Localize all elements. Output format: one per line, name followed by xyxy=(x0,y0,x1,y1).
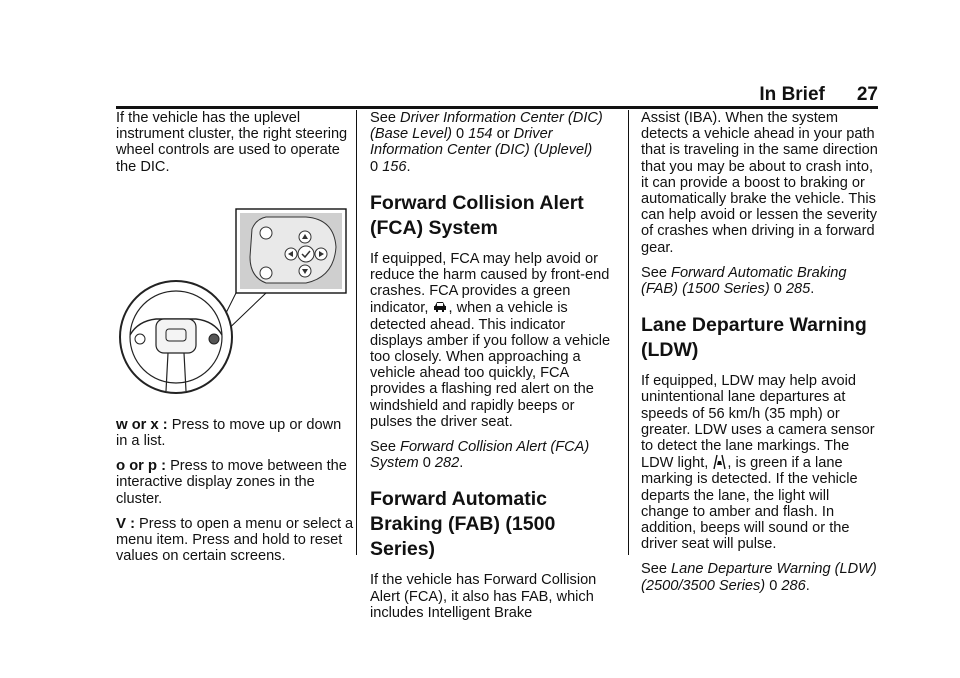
ldw-see-reference: See Lane Departure Warning (LDW) (2500/3500 Series) 0 286. xyxy=(641,561,877,594)
fca-paragraph: If equipped, FCA may help avoid or reduce the harm caused by front-end crashes. FCA provides a green indicator, , when a vehicle is detected ahead. This indicator displays amber if you follow a vehicle too closely. When approaching a vehicle ahead too quickly, FCA provides a flashing red alert on the windshield and rapidly beeps or pulses the driver seat. xyxy=(370,250,611,430)
left-arrow-icon: o xyxy=(116,457,126,475)
up-arrow-icon: w xyxy=(116,415,128,433)
column-divider-2 xyxy=(628,110,629,555)
fca-see-reference: See Forward Collision Alert (FCA) System 0 282. xyxy=(370,439,590,472)
heading-fab: Forward Automatic Braking (FAB) (1500 Series) xyxy=(370,488,556,561)
page-header xyxy=(116,80,878,106)
heading-fca: Forward Collision Alert (FCA) System xyxy=(370,191,584,239)
down-arrow-icon: x xyxy=(150,415,159,433)
dic-intro: If the vehicle has the uplevel instrument cluster, the right steering wheel controls are used to operate the DIC. xyxy=(116,110,348,175)
column-divider-1 xyxy=(356,110,357,555)
dic-see-reference: See Driver Information Center (DIC) (Base Level) 0 154 or Driver Information Center (DIC) (Uplevel) 0 156. xyxy=(370,110,603,175)
column-1 xyxy=(116,110,356,573)
column-3 xyxy=(641,110,881,603)
xref-ldw[interactable]: Lane Departure Warning (LDW) (2500/3500 Series) xyxy=(641,561,877,594)
phone-button-icon xyxy=(260,267,272,279)
xref-symbol: 0 xyxy=(773,281,782,298)
xref-symbol: 0 xyxy=(769,577,778,594)
fab-paragraph-continued: Assist (IBA). When the system detects a vehicle ahead in your path that is traveling in the same direction that you may be about to crash into, it can provide a boost to braking or automatically brake the vehicle. This can help avoid or lessen the severity of crashes when driving in a forward gear. xyxy=(641,110,878,256)
right-arrow-icon: p xyxy=(147,457,158,475)
xref-dic-base[interactable]: Driver Information Center (DIC) (Base Level) xyxy=(370,110,603,143)
steering-wheel-controls-figure xyxy=(116,207,348,397)
check-icon: V xyxy=(116,514,127,532)
section-title: In Brief xyxy=(759,84,825,105)
ldw-paragraph: If equipped, LDW may help avoid unintentional lane departures at speeds of 56 km/h (35 mph) or greater. LDW uses a camera sensor to detect the lane markings. The LDW light, , is green if a lane marking is detected. If the vehicle departs the lane, the light will change to amber and flash. In addition, beeps will sound or the driver seat will pulse. xyxy=(641,373,875,553)
voice-button-icon xyxy=(260,227,272,239)
dic-item-left-right: o or p : Press to move between the interactive display zones in the cluster. xyxy=(116,457,347,507)
xref-dic-uplevel[interactable]: Driver Information Center (DIC) (Uplevel) xyxy=(370,126,593,159)
dic-item-up-down: w or x : Press to move up or down in a list. xyxy=(116,415,342,450)
fab-paragraph: If the vehicle has Forward Collision Alert (FCA), it also has FAB, which includes Intelligent Brake xyxy=(370,572,597,621)
xref-fab[interactable]: Forward Automatic Braking (FAB) (1500 Series) xyxy=(641,264,847,298)
column-2 xyxy=(370,110,615,630)
xref-symbol: 0 xyxy=(456,126,465,143)
vehicle-ahead-icon xyxy=(432,299,448,315)
wheel-hub xyxy=(156,319,196,353)
lane-departure-icon xyxy=(712,454,727,470)
select-check-icon xyxy=(298,246,314,262)
heading-ldw: Lane Departure Warning (LDW) xyxy=(641,314,867,362)
xref-symbol: 0 xyxy=(422,455,431,472)
fab-see-reference: See Forward Automatic Braking (FAB) (1500 Series) 0 285. xyxy=(641,264,847,298)
header-rule xyxy=(116,106,878,109)
dic-item-select: V : Press to open a menu or select a menu item. Press and hold to reset values on certain screens. xyxy=(116,514,354,565)
xref-fca[interactable]: Forward Collision Alert (FCA) System xyxy=(370,439,590,472)
xref-symbol: 0 xyxy=(370,158,379,175)
page-number: 27 xyxy=(856,84,878,105)
